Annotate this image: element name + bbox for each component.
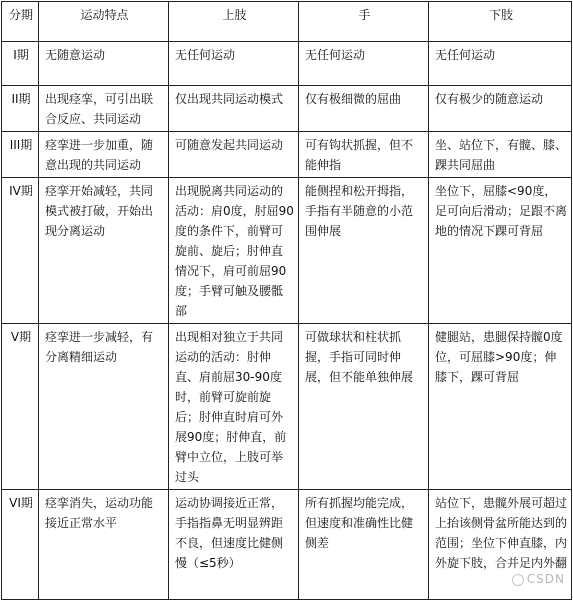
stage-cell: V期 <box>2 324 39 490</box>
header-hand: 手 <box>299 2 429 42</box>
stage-cell: I期 <box>2 42 39 86</box>
motion-features-cell: 出现痉挛，可引出联合反应、共同运动 <box>39 86 169 132</box>
motion-features-cell: 痉挛开始减轻，共同模式被打破，开始出现分离运动 <box>39 178 169 324</box>
lower-limb-cell: 站位下，患髋外展可超过上抬该侧骨盆所能达到的范围；坐位下伸直膝，内外旋下肢，合并足内外翻 <box>429 490 572 600</box>
motion-features-cell: 无随意运动 <box>39 42 169 86</box>
upper-limb-cell: 无任何运动 <box>169 42 299 86</box>
lower-limb-cell: 无任何运动 <box>429 42 572 86</box>
table-row <box>2 324 572 490</box>
upper-limb-cell: 仅出现共同运动模式 <box>169 86 299 132</box>
table-row <box>2 178 572 324</box>
lower-limb-cell: 仅有极少的随意运动 <box>429 86 572 132</box>
upper-limb-cell: 出现相对独立于共同运动的活动：肘伸直、肩前屈30-90度时，前臂可旋前旋后；肘伸直时肩可外展90度；肘伸直，前臂中立位，上肢可举过头 <box>169 324 299 490</box>
upper-limb-cell: 可随意发起共同运动 <box>169 132 299 178</box>
watermark <box>512 572 565 586</box>
motion-features-cell: 痉挛进一步减轻，有分离精细运动 <box>39 324 169 490</box>
hand-cell: 可有钩状抓握，但不能伸指 <box>299 132 429 178</box>
stage-cell: VI期 <box>2 490 39 600</box>
hand-cell: 能侧捏和松开拇指，手指有半随意的小范围伸展 <box>299 178 429 324</box>
table-row <box>2 490 572 600</box>
watermark-logo-icon <box>512 574 524 586</box>
header-motion-features: 运动特点 <box>39 2 169 42</box>
brunnstrom-stage-table <box>1 1 572 600</box>
motion-features-cell: 痉挛消失，运动功能接近正常水平 <box>39 490 169 600</box>
hand-cell: 仅有极细微的屈曲 <box>299 86 429 132</box>
header-lower-limb: 下肢 <box>429 2 572 42</box>
stage-cell: III期 <box>2 132 39 178</box>
lower-limb-cell: 坐、站位下，有髋、膝、踝共同屈曲 <box>429 132 572 178</box>
table-row <box>2 86 572 132</box>
table-row <box>2 42 572 86</box>
header-upper-limb: 上肢 <box>169 2 299 42</box>
stage-cell: II期 <box>2 86 39 132</box>
upper-limb-cell: 运动协调接近正常，手指指鼻无明显辨距不良，但速度比健侧慢（≤5秒） <box>169 490 299 600</box>
hand-cell: 所有抓握均能完成，但速度和准确性比健侧差 <box>299 490 429 600</box>
table-row <box>2 132 572 178</box>
motion-features-cell: 痉挛进一步加重，随意出现的共同运动 <box>39 132 169 178</box>
lower-limb-cell: 健腿站，患腿保持髋0度位，可屈膝>90度；伸膝下，踝可背屈 <box>429 324 572 490</box>
header-row <box>2 2 572 42</box>
stage-cell: IV期 <box>2 178 39 324</box>
upper-limb-cell: 出现脱离共同运动的活动：肩0度，肘屈90度的条件下，前臂可旋前、旋后；肘伸直情况下，肩可前屈90度；手臂可触及腰骶部 <box>169 178 299 324</box>
hand-cell: 可做球状和柱状抓握，手指可同时伸展，但不能单独伸展 <box>299 324 429 490</box>
hand-cell: 无任何运动 <box>299 42 429 86</box>
watermark-text: CSDN <box>526 572 565 586</box>
header-stage: 分期 <box>2 2 39 42</box>
lower-limb-cell: 坐位下，屈膝<90度，足可向后滑动；足跟不离地的情况下踝可背屈 <box>429 178 572 324</box>
